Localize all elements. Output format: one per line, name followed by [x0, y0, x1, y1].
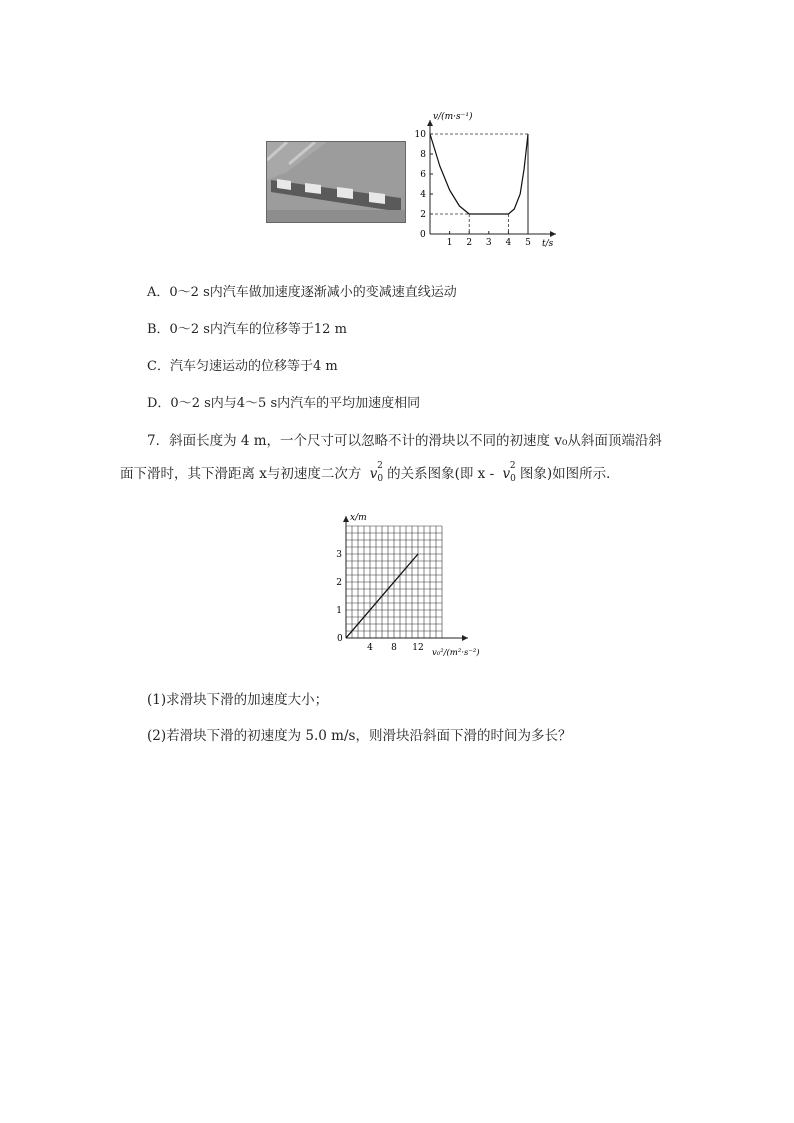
- x-tick-label: 1: [446, 238, 453, 248]
- origin-label: 0: [337, 634, 343, 644]
- speed-bump-photo: [266, 141, 406, 223]
- v0-variable-2: v: [502, 466, 511, 482]
- sub-question-1: (1)求滑块下滑的加速度大小；: [147, 692, 329, 708]
- origin-label: 0: [420, 230, 426, 240]
- y-tick-label: 10: [414, 130, 426, 140]
- y-tick-label: 4: [420, 190, 426, 200]
- question-7-text-a: 面下滑时，其下滑距离 x与初速度二次方: [120, 466, 362, 482]
- x-tick-label: 5: [525, 238, 531, 248]
- speed-bump-image: [267, 142, 405, 222]
- question-7-line1: 7．斜面长度为 4 m，一个尺寸可以忽略不计的滑块以不同的初速度 v₀从斜面顶端沿斜: [147, 433, 662, 449]
- x-axis-arrow: [550, 231, 556, 237]
- x-axis-label: t/s: [542, 239, 554, 248]
- distance-velocity-squared-graph: [330, 508, 490, 660]
- x-tick-label: 8: [391, 643, 397, 653]
- x-tick-label: 12: [412, 643, 424, 653]
- velocity-time-graph: [412, 106, 572, 248]
- x-axis-label: v₀²/(m²·s⁻²): [432, 648, 480, 658]
- x-tick-label: 4: [505, 238, 512, 248]
- y-axis-label: v/(m·s⁻¹): [433, 112, 473, 122]
- x-tick-label: 4: [367, 643, 373, 653]
- y-tick-label: 2: [336, 578, 342, 588]
- y-tick-label: 8: [420, 150, 426, 160]
- v0-variable: v: [369, 466, 378, 482]
- question-7-line2: [120, 462, 620, 482]
- y-axis-label: x/m: [350, 513, 367, 523]
- y-tick-label: 1: [336, 606, 342, 616]
- velocity-curve: [430, 134, 528, 214]
- x-tick-label: 3: [485, 238, 492, 248]
- sub-question-2: (2)若滑块下滑的初速度为 5.0 m/s，则滑块沿斜面下滑的时间为多长？: [147, 728, 572, 744]
- option-d: D．0～2 s内与4～5 s内汽车的平均加速度相同: [147, 396, 421, 411]
- option-a: A．0～2 s内汽车做加速度逐渐减小的变减速直线运动: [147, 285, 457, 300]
- option-b: B．0～2 s内汽车的位移等于12 m: [147, 322, 347, 337]
- y-axis-arrow: [343, 516, 349, 522]
- option-c: C．汽车匀速运动的位移等于4 m: [147, 359, 338, 374]
- question-7-text-c: 图象)如图所示．: [519, 466, 620, 482]
- v0-subscript-2: 0: [510, 474, 516, 484]
- y-tick-label: 6: [420, 170, 426, 180]
- x-tick-label: 2: [466, 238, 473, 248]
- y-tick-label: 3: [336, 550, 342, 560]
- v0-subscript: 0: [377, 474, 384, 484]
- question-7-text-b: 的关系图象(即 x -: [387, 466, 495, 482]
- v0-superscript: 2: [377, 461, 383, 471]
- x-axis-arrow: [462, 635, 468, 641]
- v0-superscript-2: 2: [509, 461, 516, 471]
- y-tick-label: 2: [420, 210, 426, 220]
